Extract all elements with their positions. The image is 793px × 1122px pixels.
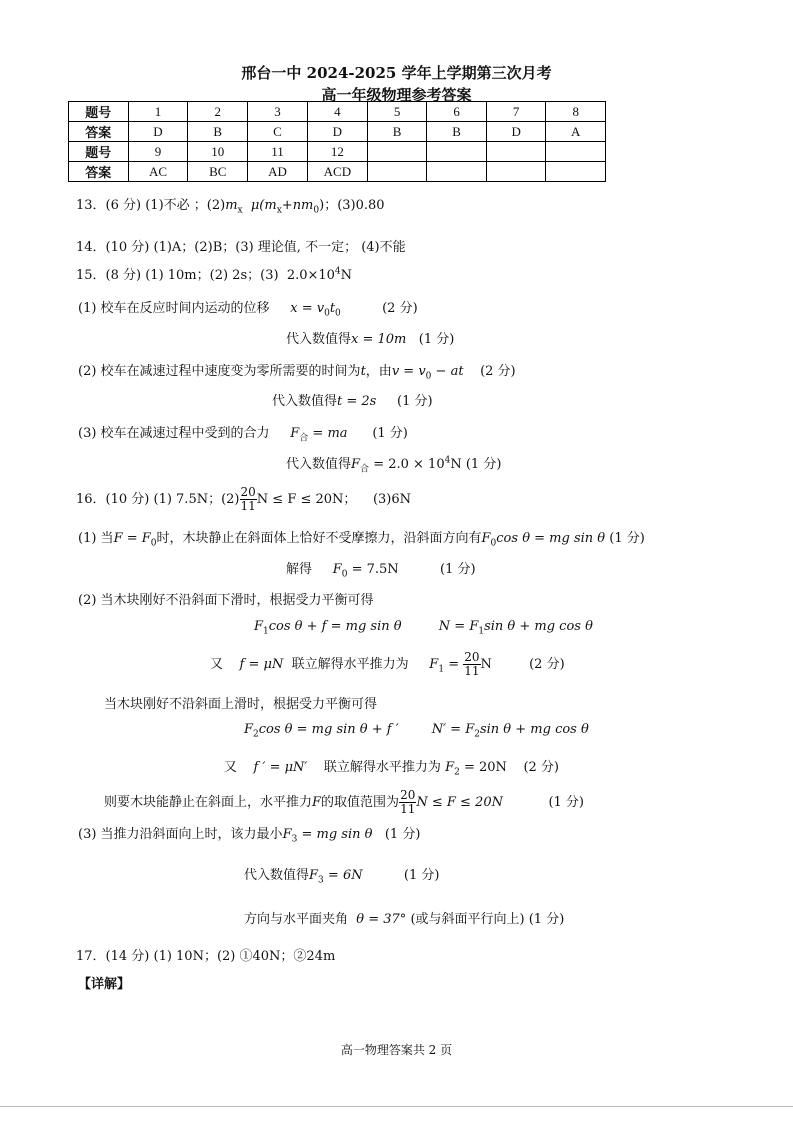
table-row-a1 bbox=[69, 122, 606, 142]
table-cell: 3 bbox=[248, 102, 308, 122]
q16-a1 bbox=[78, 527, 645, 549]
table-cell-empty bbox=[367, 162, 427, 182]
q16-a1-eq2: F bbox=[481, 531, 491, 546]
q16-c1-sub: 3 bbox=[291, 834, 298, 845]
q15-l3-by: ，由 bbox=[365, 364, 392, 379]
fraction-20-11 bbox=[463, 651, 480, 678]
q16-head-tail: (3)6N bbox=[372, 492, 412, 507]
q16-a2-score: (1 分) bbox=[440, 562, 476, 577]
q16-a2-eq2: = 7.5N bbox=[347, 562, 399, 577]
q15-l1-text: (1) 校车在反应时间内运动的位移 bbox=[78, 301, 270, 316]
q16-b5-eq2b: sin θ + mg cos θ bbox=[479, 722, 589, 737]
q16-b3-eq2b: = bbox=[444, 657, 464, 672]
page-footer: 高一物理答案共 2 页 bbox=[340, 1043, 453, 1057]
fraction-numerator: 20 bbox=[240, 485, 256, 499]
q16-a2 bbox=[286, 558, 476, 580]
table-cell: C bbox=[248, 122, 308, 142]
table-row-q2 bbox=[69, 142, 606, 162]
q15-l1-eq: x = v bbox=[290, 301, 325, 316]
q16-c1 bbox=[78, 823, 420, 845]
q15-l4-score: (1 分) bbox=[397, 394, 433, 409]
q16-b6-text: 联立解得水平推力为 bbox=[323, 760, 441, 775]
q16-b3-unit: N bbox=[480, 657, 492, 672]
q16-c2-eq2: = 6N bbox=[323, 868, 363, 883]
table-cell: B bbox=[188, 122, 248, 142]
q16-c2-score: (1 分) bbox=[403, 868, 440, 883]
q16-b2 bbox=[254, 619, 593, 637]
q16-b3-score: (2 分) bbox=[529, 657, 565, 672]
q15-head bbox=[76, 264, 352, 283]
q16-head bbox=[76, 486, 411, 513]
table-cell: 1 bbox=[128, 102, 188, 122]
q15-l6-sub: 合 bbox=[360, 464, 370, 475]
table-cell: 12 bbox=[307, 142, 367, 162]
q16-c1-eq: F bbox=[282, 827, 292, 842]
q15-line2 bbox=[286, 328, 454, 347]
q16-c1-eq2: = mg sin θ bbox=[297, 827, 373, 842]
q16-b2-eq2: N = F bbox=[438, 619, 479, 634]
q17-head: 17．(14 分) (1) 10N；(2) ①40N；②24m bbox=[76, 949, 336, 964]
fraction-20-11 bbox=[240, 486, 257, 513]
q16-b3-eq: f = μN bbox=[239, 657, 284, 672]
q15-head-text: 15．(8 分) (1) 10m；(2) 2s；(3) bbox=[76, 268, 279, 283]
q16-b7 bbox=[104, 789, 584, 816]
q15-l3-eq: v = v bbox=[391, 364, 426, 379]
q16-b5 bbox=[244, 722, 589, 740]
q16-c3-text: 方向与水平面夹角 bbox=[244, 912, 349, 927]
table-cell: BC bbox=[188, 162, 248, 182]
table-cell: 5 bbox=[367, 102, 427, 122]
q16-b2-eq2b: sin θ + mg cos θ bbox=[484, 619, 593, 634]
table-cell: ACD bbox=[307, 162, 367, 182]
table-cell-empty bbox=[546, 142, 606, 162]
q16-b6-eq2: F bbox=[445, 760, 455, 775]
q15-l5-eq: F bbox=[290, 426, 300, 441]
exam-subtitle: 高一年级物理参考答案 bbox=[321, 86, 472, 104]
table-row-a2 bbox=[69, 162, 606, 182]
q15-line3 bbox=[78, 360, 516, 382]
q16-b2-sub1: 1 bbox=[263, 626, 269, 637]
q13-tail: )；(3)0.80 bbox=[319, 198, 385, 213]
q13-sub: 0 bbox=[313, 205, 320, 216]
q16-a2-text: 解得 bbox=[286, 562, 313, 577]
q16-a2-sub: 0 bbox=[341, 569, 348, 580]
table-cell: 4 bbox=[307, 102, 367, 122]
q16-a1-sub: 0 bbox=[150, 538, 157, 549]
q13-mid2: +nm bbox=[281, 198, 314, 213]
table-cell-empty bbox=[486, 162, 546, 182]
q16-b1: (2) 当木块刚好不沿斜面下滑时，根据受力平衡可得 bbox=[78, 593, 374, 608]
table-cell: B bbox=[367, 122, 427, 142]
q16-b7-F: F bbox=[312, 795, 322, 810]
fraction-20-11 bbox=[399, 789, 416, 816]
q16-a1-score: (1 分) bbox=[609, 531, 645, 546]
fraction-numerator: 20 bbox=[464, 650, 480, 664]
q16-b6-eq: f ′ = μN′ bbox=[253, 760, 308, 775]
q16-b6-you: 又 bbox=[224, 760, 238, 775]
bottom-divider bbox=[0, 1106, 793, 1107]
q16-c2-sub: 3 bbox=[318, 875, 324, 886]
row-label-question: 题号 bbox=[69, 142, 129, 162]
q16-b2-sub2: 1 bbox=[478, 626, 485, 637]
q15-l5-eq2: = ma bbox=[308, 426, 348, 441]
q16-b6-score: (2 分) bbox=[523, 760, 559, 775]
q15-l4-eq: t = 2s bbox=[337, 394, 377, 409]
table-cell-empty bbox=[367, 142, 427, 162]
q16-b2-eq1: F bbox=[254, 619, 264, 634]
q16-c1-score: (1 分) bbox=[384, 827, 421, 842]
answer-table bbox=[68, 101, 606, 182]
q15-l1-eq2: t bbox=[329, 301, 336, 316]
q16-a1-eq3: cos θ = mg sin θ bbox=[496, 531, 606, 546]
q16-head-text: 16．(10 分) (1) 7.5N；(2) bbox=[76, 492, 240, 507]
q15-l2-text: 代入数值得 bbox=[286, 332, 352, 347]
row-label-answer: 答案 bbox=[69, 122, 129, 142]
table-cell-empty bbox=[427, 142, 487, 162]
q15-l1-score: (2 分) bbox=[382, 301, 418, 316]
q16-c3 bbox=[244, 908, 564, 927]
fraction-denominator: 11 bbox=[400, 802, 416, 816]
q16-head-mid: N ≤ F ≤ 20N； bbox=[256, 492, 357, 507]
q15-line1 bbox=[78, 297, 418, 319]
q15-head-unit: N bbox=[340, 268, 353, 283]
q16-c2 bbox=[244, 864, 439, 886]
q15-l3-sub: 0 bbox=[425, 371, 432, 382]
fraction-denominator: 11 bbox=[240, 499, 256, 513]
q16-c2-eq: F bbox=[309, 868, 319, 883]
table-cell: D bbox=[128, 122, 188, 142]
q16-a1-text: (1) 当 bbox=[78, 531, 114, 546]
table-cell: AC bbox=[128, 162, 188, 182]
q16-b5-eq1b: cos θ = mg sin θ + f ′ bbox=[258, 722, 399, 737]
q16-b4: 当木块刚好不沿斜面上滑时，根据受力平衡可得 bbox=[104, 697, 378, 712]
q15-l4-text: 代入数值得 bbox=[272, 394, 338, 409]
table-cell: 2 bbox=[188, 102, 248, 122]
q15-l2-eq: x = 10m bbox=[351, 332, 407, 347]
q16-b2-eq1b: cos θ + f = mg sin θ bbox=[268, 619, 402, 634]
table-cell: B bbox=[427, 122, 487, 142]
table-cell-empty bbox=[486, 142, 546, 162]
q15-l1-sub2: 0 bbox=[335, 308, 341, 319]
table-cell: AD bbox=[248, 162, 308, 182]
q16-b7-tail: N ≤ F ≤ 20N bbox=[416, 795, 503, 810]
q15-l3-t: t bbox=[360, 364, 366, 379]
fraction-numerator: 20 bbox=[400, 788, 416, 802]
table-cell: 7 bbox=[486, 102, 546, 122]
q15-head-exp: 4 bbox=[334, 266, 341, 277]
q16-a1-text2: 时，木块静止在斜面体上恰好不受摩擦力，沿斜面方向有 bbox=[156, 531, 482, 546]
fraction-denominator: 11 bbox=[464, 664, 480, 678]
q16-b7-text: 则要木块能静止在斜面上，水平推力 bbox=[104, 795, 313, 810]
q13-head: 13．(6 分) (1)不必 ；(2) bbox=[76, 198, 226, 213]
q15-l3-eq2: − at bbox=[431, 364, 464, 379]
q15-l6-score: (1 分) bbox=[465, 457, 502, 472]
table-cell: D bbox=[307, 122, 367, 142]
q16-b6 bbox=[224, 756, 559, 778]
q15-l3-text: (2) 校车在减速过程中速度变为零所需要的时间为 bbox=[78, 364, 361, 379]
q16-b5-eq1: F bbox=[244, 722, 254, 737]
q15-l6-eq: F bbox=[351, 457, 361, 472]
q16-b3 bbox=[210, 651, 565, 678]
q15-l6-unit: N bbox=[450, 457, 462, 472]
q15-line5 bbox=[78, 422, 408, 444]
q15-l5-text: (3) 校车在减速过程中受到的合力 bbox=[78, 426, 270, 441]
q15-l3-score: (2 分) bbox=[480, 364, 516, 379]
q13-m: m bbox=[225, 198, 238, 213]
q16-b7-score: (1 分) bbox=[548, 795, 585, 810]
row-label-answer: 答案 bbox=[69, 162, 129, 182]
q13-sub: x bbox=[276, 205, 282, 216]
q16-b3-you: 又 bbox=[210, 657, 224, 672]
q16-c3-eq: θ = 37° bbox=[356, 912, 407, 927]
table-cell-empty bbox=[427, 162, 487, 182]
table-cell: 6 bbox=[427, 102, 487, 122]
q15-head-value: 2.0×10 bbox=[286, 268, 335, 283]
table-cell: 8 bbox=[546, 102, 606, 122]
q15-l5-score: (1 分) bbox=[372, 426, 408, 441]
q16-b3-eq2: F bbox=[429, 657, 439, 672]
q13-mid: μ(m bbox=[250, 198, 277, 213]
q13-answer bbox=[76, 194, 385, 216]
q16-a1-sub2: 0 bbox=[490, 538, 497, 549]
q15-l6-eq2: = 2.0 × 10 bbox=[369, 457, 445, 472]
q16-b3-text: 联立解得水平推力为 bbox=[291, 657, 409, 672]
q16-c1-text: (3) 当推力沿斜面向上时，该力最小 bbox=[78, 827, 283, 842]
q16-b6-eq2b: = 20N bbox=[459, 760, 507, 775]
q16-b5-sub2: 2 bbox=[474, 729, 480, 740]
q15-l6-exp: 4 bbox=[444, 455, 451, 466]
table-cell: D bbox=[486, 122, 546, 142]
q16-c2-text: 代入数值得 bbox=[244, 868, 310, 883]
table-row-q1 bbox=[69, 102, 606, 122]
table-cell: 11 bbox=[248, 142, 308, 162]
table-cell: A bbox=[546, 122, 606, 142]
q15-l1-sub: 0 bbox=[324, 308, 330, 319]
q16-a2-eq: F bbox=[332, 562, 342, 577]
q17-detail: 【详解】 bbox=[78, 977, 131, 992]
q15-l5-sub: 合 bbox=[299, 433, 309, 444]
table-cell-empty bbox=[546, 162, 606, 182]
q15-l6-text: 代入数值得 bbox=[286, 457, 352, 472]
q14-answer: 14．(10 分) (1)A；(2)B；(3) 理论值, 不一定； (4)不能 bbox=[76, 240, 406, 255]
q15-line4 bbox=[272, 390, 433, 409]
q16-b5-eq2: N′ = F bbox=[431, 722, 475, 737]
exam-title: 邢台一中 2024-2025 学年上学期第三次月考 bbox=[241, 64, 552, 82]
row-label-question: 题号 bbox=[69, 102, 129, 122]
q15-l2-score: (1 分) bbox=[418, 332, 455, 347]
q16-b3-sub2: 1 bbox=[438, 664, 445, 675]
q13-sub: x bbox=[237, 205, 243, 216]
table-cell: 10 bbox=[188, 142, 248, 162]
table-cell: 9 bbox=[128, 142, 188, 162]
q16-b7-text2: 的取值范围为 bbox=[321, 795, 400, 810]
q16-b6-sub2: 2 bbox=[454, 767, 460, 778]
q15-line6 bbox=[286, 453, 501, 475]
q16-c3-text2: (或与斜面平行向上) (1 分) bbox=[410, 912, 565, 927]
q16-a1-eq: F = F bbox=[113, 531, 151, 546]
q16-b5-sub1: 2 bbox=[253, 729, 259, 740]
